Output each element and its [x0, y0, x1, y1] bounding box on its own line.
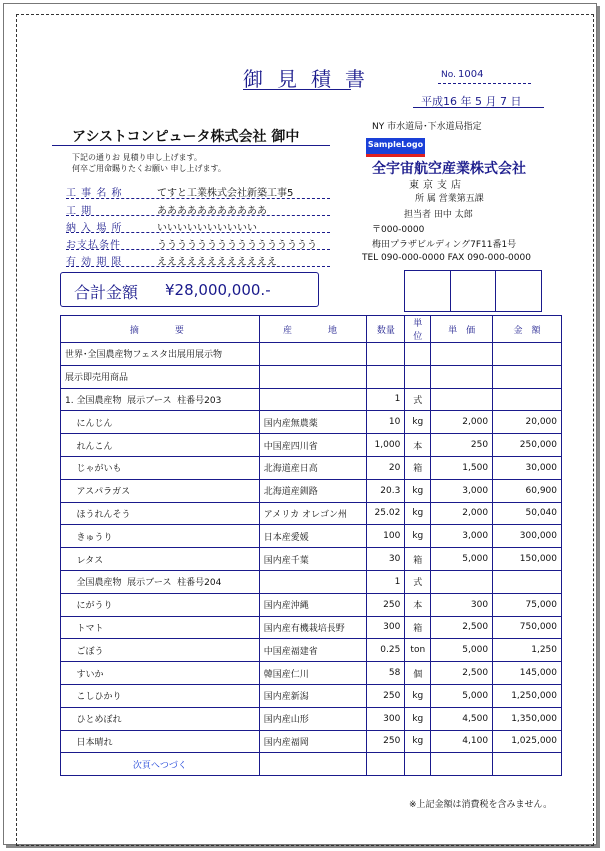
cell-description: 1. 全国農産物 展示ブース 柱番号203 — [61, 388, 260, 411]
cell-qty: 1 — [367, 388, 405, 411]
col-header-description: 摘 要 — [61, 316, 260, 343]
cell-origin — [259, 753, 367, 776]
cell-qty: 100 — [367, 525, 405, 548]
table-row — [61, 456, 562, 479]
cell-origin: 中国産四川省 — [259, 434, 367, 457]
field-label-project: 工 事 名 称 — [66, 188, 123, 199]
cell-description: レタス — [61, 548, 260, 571]
table-row — [61, 570, 562, 593]
cell-unit: kg — [405, 707, 431, 730]
cell-description: じゃがいも — [61, 456, 260, 479]
cell-description: 全国農産物 展示ブース 柱番号204 — [61, 570, 260, 593]
cell-qty: 250 — [367, 684, 405, 707]
cell-amount: 30,000 — [493, 456, 562, 479]
cell-description: 展示即売用商品 — [61, 365, 260, 388]
cell-price: 2,000 — [431, 411, 493, 434]
cell-origin: 国内産山形 — [259, 707, 367, 730]
field-label-validity: 有 効 期 限 — [66, 257, 123, 268]
cell-price — [431, 343, 493, 366]
cell-amount: 1,250,000 — [493, 684, 562, 707]
cell-price: 1,500 — [431, 456, 493, 479]
cell-description: にんじん — [61, 411, 260, 434]
cell-origin: 北海道産釧路 — [259, 479, 367, 502]
customer-underline — [52, 145, 330, 146]
cell-amount: 300,000 — [493, 525, 562, 548]
cell-price: 300 — [431, 593, 493, 616]
supplier-company: 全宇宙航空産業株式会社 — [372, 161, 526, 177]
cell-qty: 10 — [367, 411, 405, 434]
cell-description: ほうれんそう — [61, 502, 260, 525]
table-row — [61, 411, 562, 434]
cell-origin: 国内産千葉 — [259, 548, 367, 571]
total-label: 合計金額 — [74, 283, 139, 302]
cell-description: きゅうり — [61, 525, 260, 548]
cell-amount: 1,250 — [493, 639, 562, 662]
table-row — [61, 365, 562, 388]
cell-description: すいか — [61, 662, 260, 685]
doc-number-label: No. — [441, 70, 456, 80]
cell-origin: 国内産有機栽培長野 — [259, 616, 367, 639]
table-row — [61, 593, 562, 616]
supplier-contact: 担当者 田中 太郎 — [404, 210, 473, 220]
table-row — [61, 548, 562, 571]
cell-amount: 1,025,000 — [493, 730, 562, 753]
cell-origin — [259, 343, 367, 366]
cell-unit: 本 — [405, 593, 431, 616]
cell-origin: 国内産無農薬 — [259, 411, 367, 434]
cell-origin: アメリカ オレゴン州 — [259, 502, 367, 525]
cell-price: 2,500 — [431, 616, 493, 639]
cell-qty: 1,000 — [367, 434, 405, 457]
field-divider — [66, 215, 330, 216]
field-divider — [66, 249, 330, 250]
field-label-period: 工 期 — [66, 206, 93, 217]
table-row — [61, 525, 562, 548]
cell-price: 5,000 — [431, 639, 493, 662]
cell-unit: 本 — [405, 434, 431, 457]
cell-amount: 750,000 — [493, 616, 562, 639]
greeting-line-2: 何卒ご用命賜りたくお願い 申し上げます。 — [72, 164, 226, 173]
cell-price — [431, 388, 493, 411]
col-header-unit: 単位 — [405, 316, 431, 343]
items-table — [60, 315, 562, 776]
table-row — [61, 684, 562, 707]
table-row-next — [61, 753, 562, 776]
field-divider — [66, 232, 330, 233]
cell-amount — [493, 365, 562, 388]
cell-origin: 国内産新潟 — [259, 684, 367, 707]
cell-amount: 50,040 — [493, 502, 562, 525]
table-row — [61, 502, 562, 525]
field-divider — [66, 266, 330, 267]
table-row — [61, 707, 562, 730]
cell-qty: 0.25 — [367, 639, 405, 662]
cell-qty — [367, 343, 405, 366]
next-page-link[interactable]: 次頁へつづく — [61, 753, 260, 776]
cell-qty: 1 — [367, 570, 405, 593]
cell-price: 5,000 — [431, 548, 493, 571]
cell-description: にがうり — [61, 593, 260, 616]
cell-unit: 個 — [405, 662, 431, 685]
cell-unit: 式 — [405, 570, 431, 593]
cell-origin — [259, 388, 367, 411]
cell-price — [431, 753, 493, 776]
table-row — [61, 343, 562, 366]
cell-price: 4,100 — [431, 730, 493, 753]
cell-amount: 1,350,000 — [493, 707, 562, 730]
cell-description: トマト — [61, 616, 260, 639]
cell-description: ごぼう — [61, 639, 260, 662]
cell-qty: 20.3 — [367, 479, 405, 502]
cell-origin: 北海道産日高 — [259, 456, 367, 479]
cell-unit: 箱 — [405, 456, 431, 479]
cell-qty: 30 — [367, 548, 405, 571]
cell-unit: kg — [405, 502, 431, 525]
field-label-delivery: 納 入 場 所 — [66, 223, 123, 234]
cell-amount: 150,000 — [493, 548, 562, 571]
col-header-qty: 数量 — [367, 316, 405, 343]
col-header-price: 単 価 — [431, 316, 493, 343]
cell-description: こしひかり — [61, 684, 260, 707]
cell-price: 3,000 — [431, 479, 493, 502]
doc-number: 1004 — [458, 69, 484, 80]
cell-amount — [493, 570, 562, 593]
cell-origin: 国内産福岡 — [259, 730, 367, 753]
cell-amount: 60,900 — [493, 479, 562, 502]
tax-note: ※上記金額は消費税を含みません。 — [409, 800, 553, 810]
company-logo: SampleLogo — [366, 138, 425, 157]
document-title: 御見積書 — [243, 67, 379, 91]
cell-qty — [367, 365, 405, 388]
cell-price: 2,000 — [431, 502, 493, 525]
cell-description: ひとめぼれ — [61, 707, 260, 730]
supplier-branch: 東京支店 — [409, 180, 465, 191]
table-header-row — [61, 316, 562, 343]
cell-unit: 箱 — [405, 548, 431, 571]
field-value-delivery: いいいいいいいいいい — [157, 223, 257, 234]
cell-origin — [259, 365, 367, 388]
cell-amount: 20,000 — [493, 411, 562, 434]
cell-unit — [405, 343, 431, 366]
cell-qty: 250 — [367, 593, 405, 616]
cell-unit: kg — [405, 684, 431, 707]
cell-qty: 20 — [367, 456, 405, 479]
col-header-amount: 金 額 — [493, 316, 562, 343]
cell-unit: kg — [405, 730, 431, 753]
cell-unit: kg — [405, 411, 431, 434]
cell-price — [431, 365, 493, 388]
cell-price: 4,500 — [431, 707, 493, 730]
cell-qty: 300 — [367, 616, 405, 639]
total-amount-box — [60, 272, 319, 307]
cell-unit: kg — [405, 479, 431, 502]
cell-unit: ton — [405, 639, 431, 662]
supplier-tel-fax: TEL 090-000-0000 FAX 090-000-0000 — [362, 253, 531, 263]
cell-origin: 中国産福建省 — [259, 639, 367, 662]
approval-stamp-boxes — [404, 270, 542, 312]
cell-amount: 250,000 — [493, 434, 562, 457]
cell-amount — [493, 343, 562, 366]
table-row — [61, 434, 562, 457]
table-row — [61, 662, 562, 685]
cell-price: 5,000 — [431, 684, 493, 707]
cell-amount: 75,000 — [493, 593, 562, 616]
doc-number-underline — [438, 83, 531, 84]
cell-amount — [493, 753, 562, 776]
stamp-box — [496, 271, 541, 311]
cell-unit: 箱 — [405, 616, 431, 639]
cell-amount: 145,000 — [493, 662, 562, 685]
supplier-address: 梅田プラザビルディング7F11番1号 — [372, 240, 517, 250]
greeting-line-1: 下記の通りお 見積り申し上げます。 — [72, 153, 202, 162]
field-divider — [66, 198, 330, 199]
cell-origin: 日本産愛媛 — [259, 525, 367, 548]
cell-description: アスパラガス — [61, 479, 260, 502]
cell-price — [431, 570, 493, 593]
cell-origin — [259, 570, 367, 593]
cell-qty: 250 — [367, 730, 405, 753]
field-value-payment: うううううううううううううううう — [157, 240, 317, 251]
date-underline — [413, 107, 544, 108]
field-value-validity: ええええええええええええ — [157, 257, 277, 268]
stamp-box — [405, 271, 451, 311]
issue-date: 平成16 年 5 月 7 日 — [421, 95, 522, 108]
field-label-payment: お支払条件 — [66, 240, 121, 251]
cell-qty: 25.02 — [367, 502, 405, 525]
table-row — [61, 479, 562, 502]
stamp-box — [451, 271, 497, 311]
cell-unit — [405, 753, 431, 776]
table-row — [61, 616, 562, 639]
cell-description: 世界･全国農産物フェスタ出展用展示物 — [61, 343, 260, 366]
cell-unit: 式 — [405, 388, 431, 411]
supplier-zip: 〒000-0000 — [372, 225, 425, 235]
cell-unit — [405, 365, 431, 388]
cell-origin: 韓国産仁川 — [259, 662, 367, 685]
field-value-project: てすと工業株式会社新築工事5 — [157, 188, 294, 199]
supplier-department: 所 属 営業第五課 — [415, 194, 484, 204]
customer-name: アシストコンピュータ株式会社 御中 — [72, 129, 300, 145]
cell-amount — [493, 388, 562, 411]
designation-text: NY 市水道局･下水道局指定 — [372, 122, 482, 132]
total-value: ¥28,000,000.- — [165, 281, 271, 299]
table-row — [61, 388, 562, 411]
table-row — [61, 730, 562, 753]
field-value-period: あああああああああああ — [157, 206, 267, 217]
title-underline — [243, 89, 351, 90]
col-header-origin: 産 地 — [259, 316, 367, 343]
cell-price: 2,500 — [431, 662, 493, 685]
cell-qty: 58 — [367, 662, 405, 685]
cell-description: れんこん — [61, 434, 260, 457]
cell-qty: 300 — [367, 707, 405, 730]
cell-price: 3,000 — [431, 525, 493, 548]
cell-origin: 国内産沖縄 — [259, 593, 367, 616]
cell-description: 日本晴れ — [61, 730, 260, 753]
table-row — [61, 639, 562, 662]
cell-qty — [367, 753, 405, 776]
cell-unit: kg — [405, 525, 431, 548]
cell-price: 250 — [431, 434, 493, 457]
